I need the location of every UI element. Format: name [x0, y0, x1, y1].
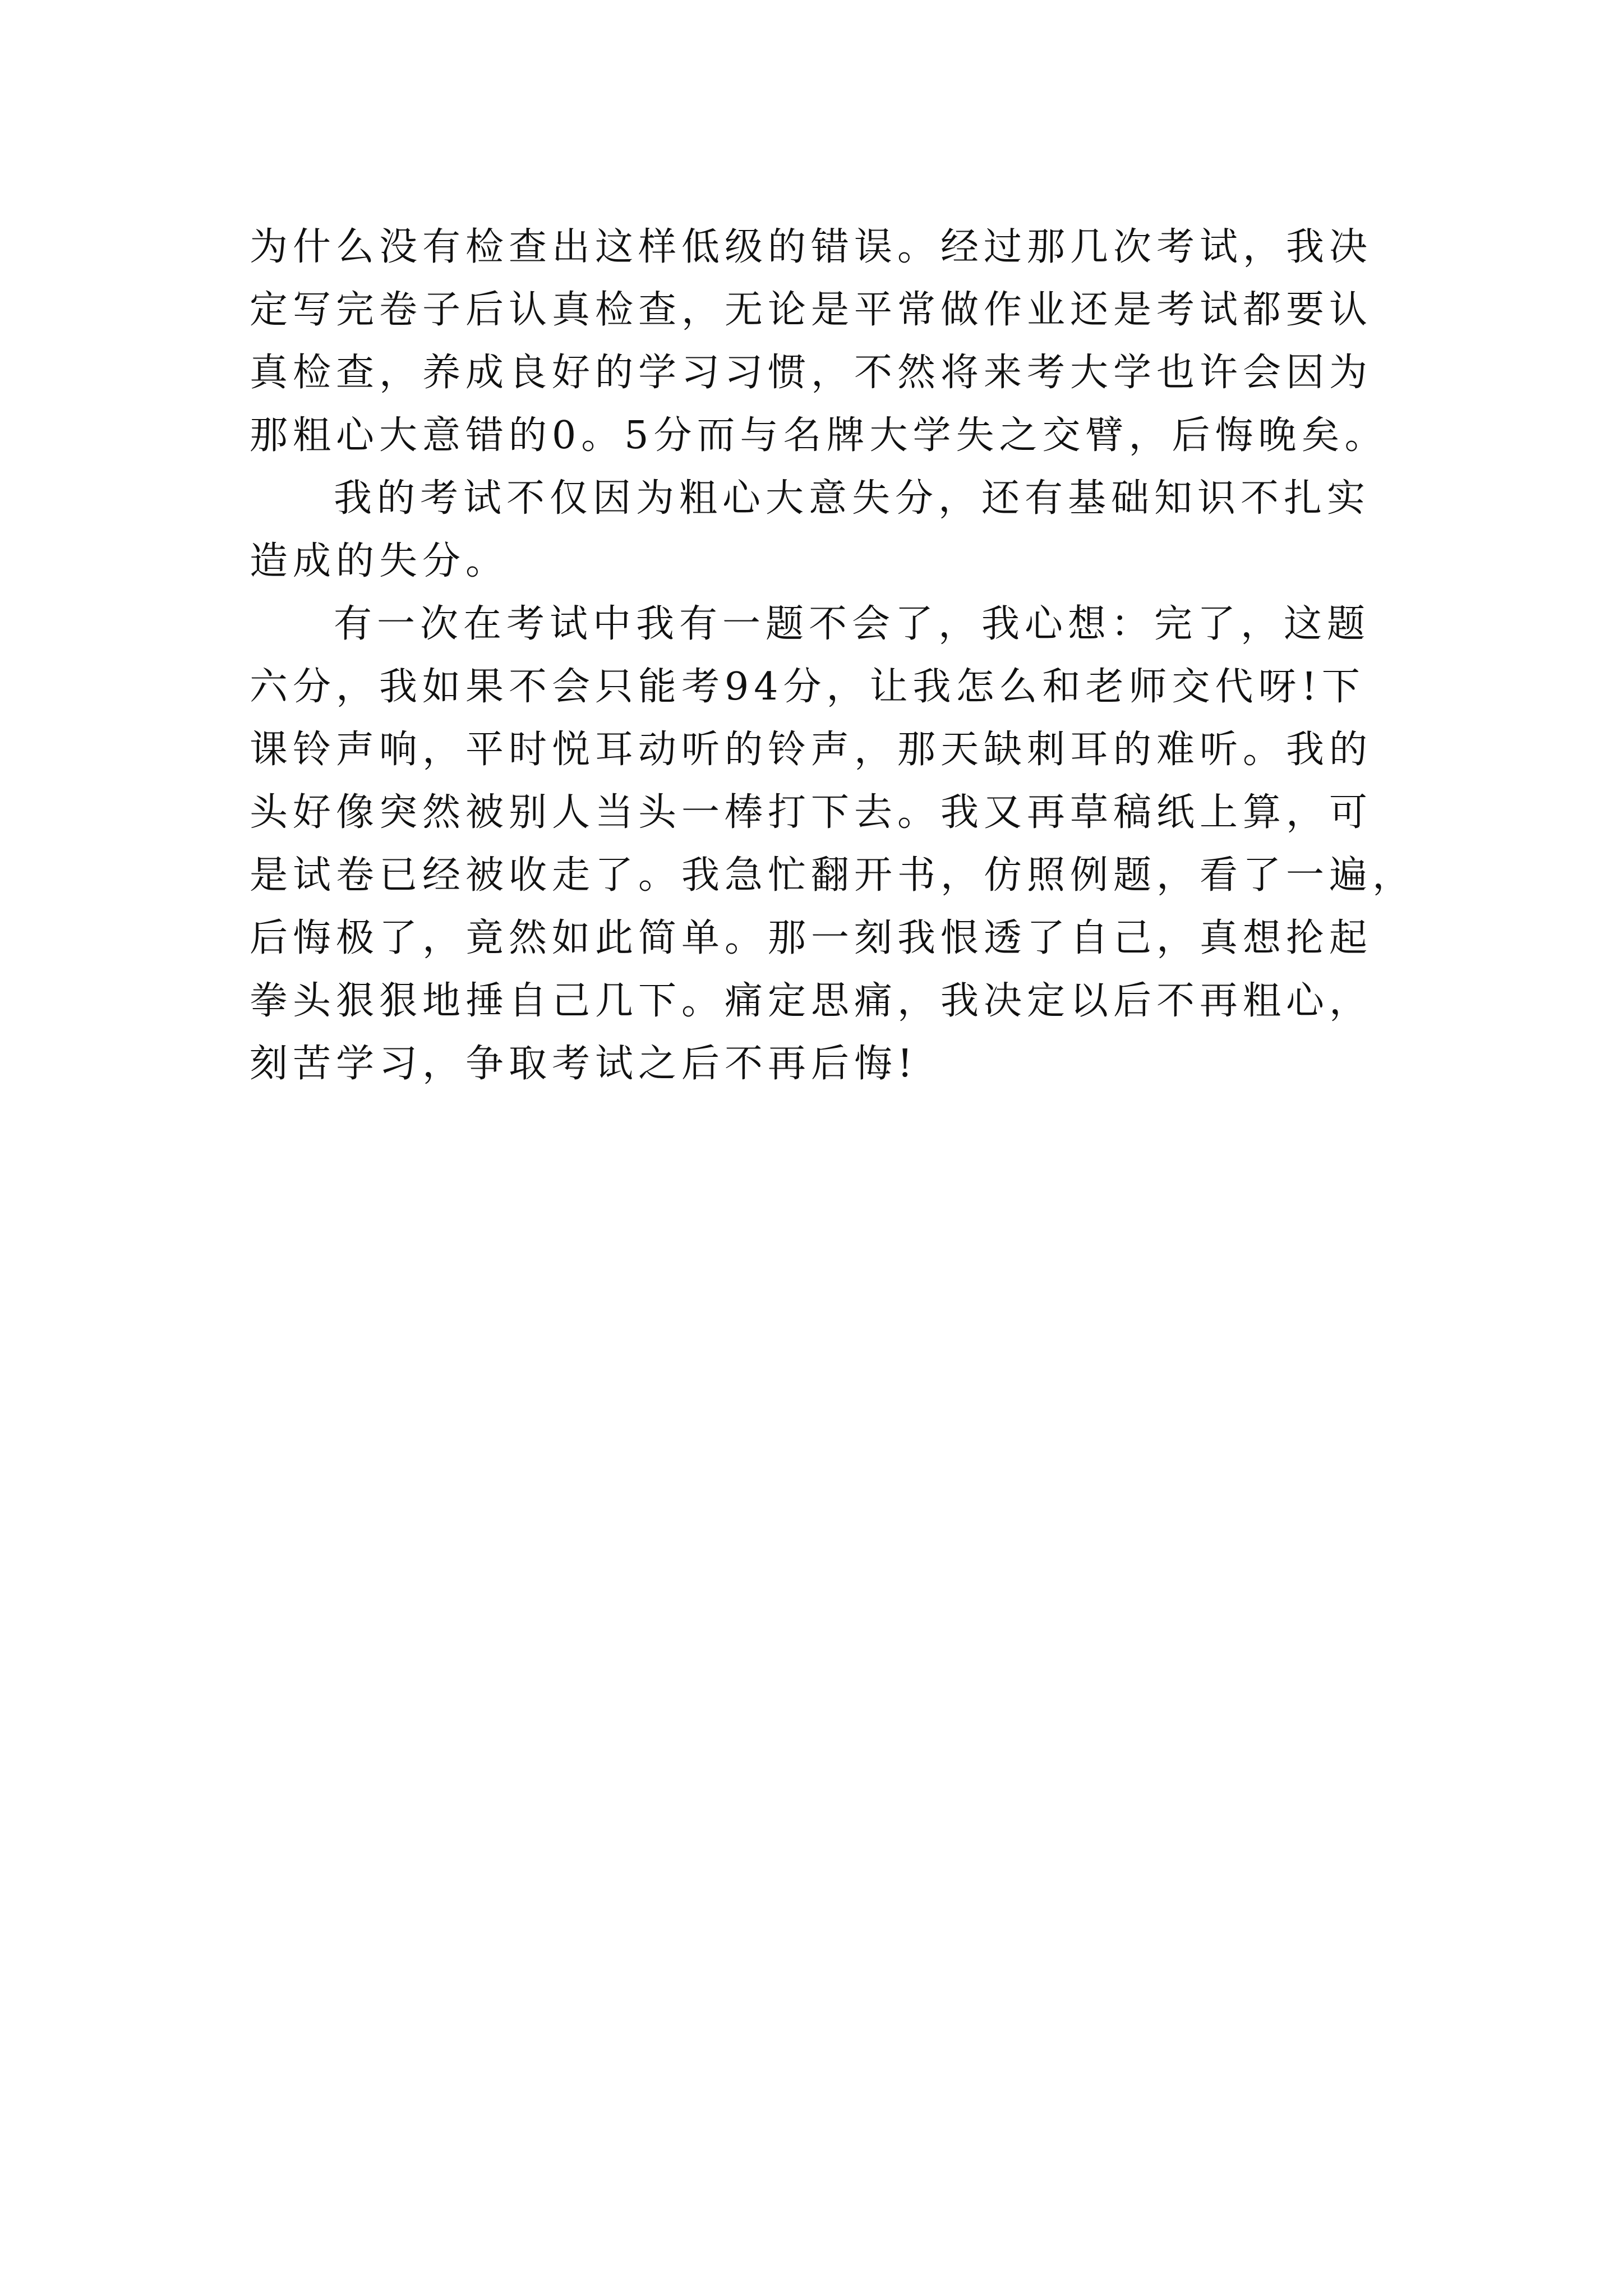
text-line: 真检查，养成良好的学习习惯，不然将来考大学也许会因为 [250, 351, 1373, 395]
text-line: 拳头狠狠地捶自己几下。痛定思痛，我决定以后不再粗心， [250, 979, 1373, 1023]
paragraph-first-line: 有一次在考试中我有一题不会了，我心想：完了，这题 [334, 602, 1371, 646]
text-line: 课铃声响，平时悦耳动听的铃声，那天缺刺耳的难听。我的 [250, 728, 1373, 772]
text-line: 造成的失分。 [250, 539, 509, 583]
text-line: 定写完卷子后认真检查，无论是平常做作业还是考试都要认 [250, 288, 1373, 332]
document-body [250, 216, 1416, 1096]
text-line: 后悔极了，竟然如此简单。那一刻我恨透了自己，真想抡起 [250, 916, 1373, 960]
text-line: 六分，我如果不会只能考94分，让我怎么和老师交代呀!下 [250, 665, 1365, 709]
paragraph-first-line: 我的考试不仅因为粗心大意失分，还有基础知识不扎实 [334, 476, 1371, 521]
text-line: 刻苦学习，争取考试之后不再后悔! [250, 1042, 918, 1086]
text-line: 头好像突然被别人当头一棒打下去。我又再草稿纸上算，可 [250, 790, 1373, 835]
text-line: 是试卷已经被收走了。我急忙翻开书，仿照例题，看了一遍， [250, 853, 1416, 898]
text-line: 那粗心大意错的0。5分而与名牌大学失之交臂，后悔晚矣。 [250, 413, 1388, 458]
text-line: 为什么没有检查出这样低级的错误。经过那几次考试，我决 [250, 225, 1373, 269]
